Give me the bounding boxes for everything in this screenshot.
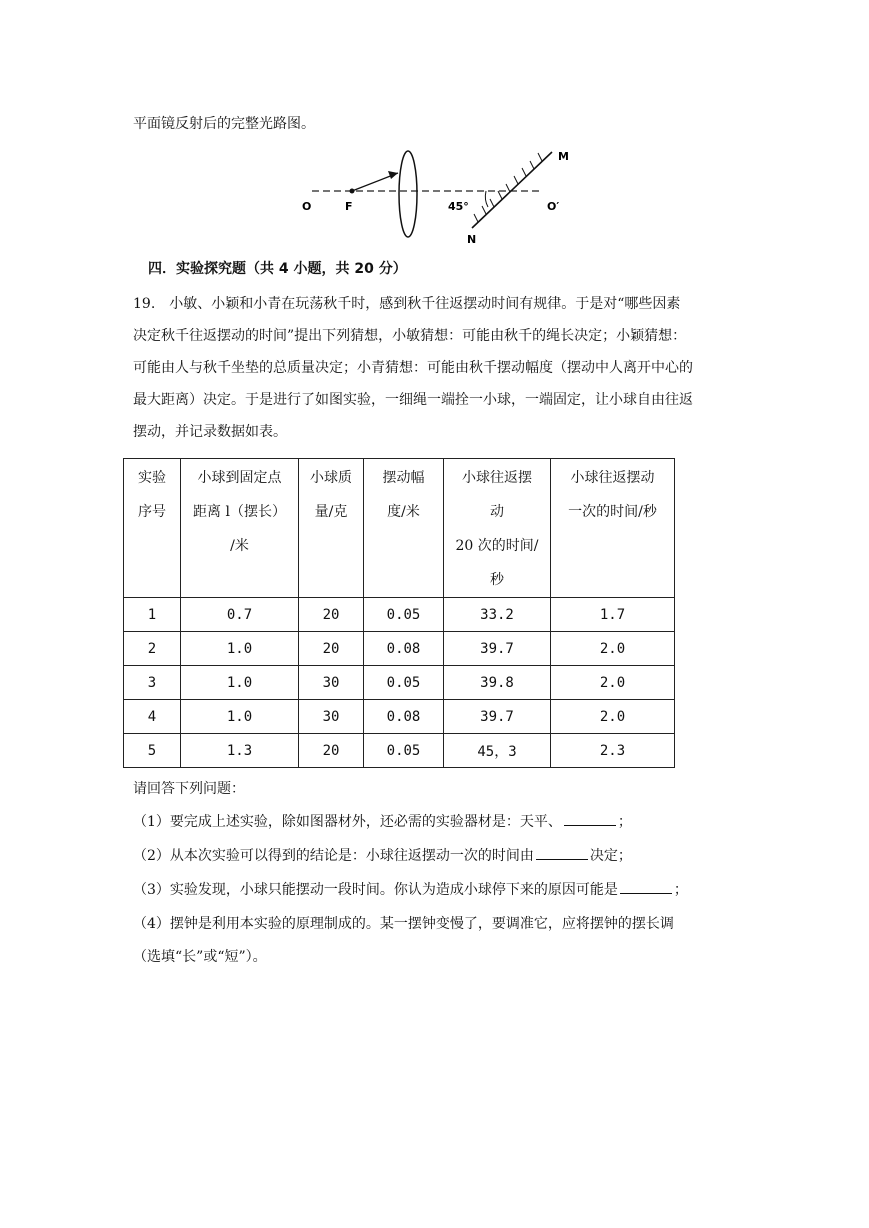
q19-line-3: 可能由人与秋千坐垫的总质量决定；小青猜想：可能由秋千摆动幅度（摆动中人离开中心的 xyxy=(133,360,693,376)
label-O-prime: O′ xyxy=(547,200,560,213)
table-cell: 1.0 xyxy=(181,632,299,666)
table-row xyxy=(124,700,675,734)
table-cell: 0.08 xyxy=(364,632,444,666)
answer-prompt: 请回答下列问题： xyxy=(133,781,245,797)
table-cell: 0.05 xyxy=(364,666,444,700)
header-cell-time1: 小球往返摆动 一次的时间/秒 xyxy=(551,459,675,598)
table-cell: 39.7 xyxy=(444,700,551,734)
q19-line-5: 摆动，并记录数据如表。 xyxy=(133,424,287,440)
section-title: 四．实验探究题（共 4 小题，共 20 分） xyxy=(148,261,407,277)
mirror-hatching xyxy=(474,153,542,222)
table-cell: 2.0 xyxy=(551,632,675,666)
table-cell: 0.05 xyxy=(364,598,444,632)
table-row xyxy=(124,632,675,666)
label-O: O xyxy=(302,200,312,213)
question-19-text xyxy=(133,288,743,448)
table-cell: 33.2 xyxy=(444,598,551,632)
header-cell-amplitude: 摆动幅 度/米 xyxy=(364,459,444,598)
table-cell: 2.0 xyxy=(551,700,675,734)
q19-line-2: 决定秋千往返摆动的时间”提出下列猜想，小敏猜想：可能由秋千的绳长决定；小颖猜想： xyxy=(133,328,687,344)
table-cell: 20 xyxy=(299,734,364,768)
table-cell: 5 xyxy=(124,734,181,768)
table-cell: 2.0 xyxy=(551,666,675,700)
table-cell: 1 xyxy=(124,598,181,632)
sub-question-2: （2）从本次实验可以得到的结论是：小球往返摆动一次的时间由 决定； xyxy=(133,845,632,865)
sub-question-3: （3）实验发现，小球只能摆动一段时间。你认为造成小球停下来的原因可能是 ； xyxy=(133,879,688,899)
answer-blank-2[interactable] xyxy=(536,845,588,860)
sub-question-4-line-1: （4）摆钟是利用本实验的原理制成的。某一摆钟变慢了，要调准它，应将摆钟的摆长调 xyxy=(133,916,674,932)
table-cell: 39.8 xyxy=(444,666,551,700)
q19-line-4: 最大距离）决定。于是进行了如图实验，一细绳一端拴一小球，一端固定，让小球自由往返 xyxy=(133,392,693,408)
header-cell-length: 小球到固定点 距离 l（摆长） /米 xyxy=(181,459,299,598)
table-cell: 2 xyxy=(124,632,181,666)
table-cell: 1.0 xyxy=(181,666,299,700)
table-cell: 30 xyxy=(299,700,364,734)
table-cell: 30 xyxy=(299,666,364,700)
table-header-row xyxy=(124,459,675,598)
table-row xyxy=(124,598,675,632)
table-cell: 1.7 xyxy=(551,598,675,632)
convex-lens xyxy=(399,151,417,237)
q19-line-1: 19. 小敏、小颖和小青在玩荡秋千时，感到秋千往返摆动时间有规律。于是对“哪些因素 xyxy=(133,296,681,312)
table-cell: 39.7 xyxy=(444,632,551,666)
angle-arc xyxy=(485,191,488,207)
optics-diagram xyxy=(0,0,869,260)
table-cell: 20 xyxy=(299,632,364,666)
label-M: M xyxy=(558,150,569,163)
table-cell: 0.7 xyxy=(181,598,299,632)
table-cell: 0.05 xyxy=(364,734,444,768)
table-cell: 3 xyxy=(124,666,181,700)
label-N: N xyxy=(467,233,477,246)
plane-mirror xyxy=(472,152,552,228)
table-cell: 1.0 xyxy=(181,700,299,734)
sub-question-1: （1）要完成上述实验，除如图器材外，还必需的实验器材是：天平、 ； xyxy=(133,811,632,831)
table-cell: 0.08 xyxy=(364,700,444,734)
table-cell: 20 xyxy=(299,598,364,632)
answer-blank-1[interactable] xyxy=(564,811,616,826)
label-F: F xyxy=(345,200,353,213)
intro-line: 平面镜反射后的完整光路图。 xyxy=(133,116,315,132)
answer-blank-3[interactable] xyxy=(620,879,672,894)
table-cell: 1.3 xyxy=(181,734,299,768)
header-cell-time20: 小球往返摆 动 20 次的时间/ 秒 xyxy=(444,459,551,598)
label-angle: 45° xyxy=(448,200,469,213)
header-cell-mass: 小球质 量/克 xyxy=(299,459,364,598)
table-cell: 45，3 xyxy=(444,734,551,768)
table-cell: 4 xyxy=(124,700,181,734)
ray-arrow-icon xyxy=(388,171,398,179)
experiment-table xyxy=(123,458,675,768)
header-cell-index: 实验 序号 xyxy=(124,459,181,598)
table-row xyxy=(124,666,675,700)
sub-question-4-line-2: （选填“长”或“短”）。 xyxy=(133,949,267,965)
table-cell: 2.3 xyxy=(551,734,675,768)
table-row xyxy=(124,734,675,768)
